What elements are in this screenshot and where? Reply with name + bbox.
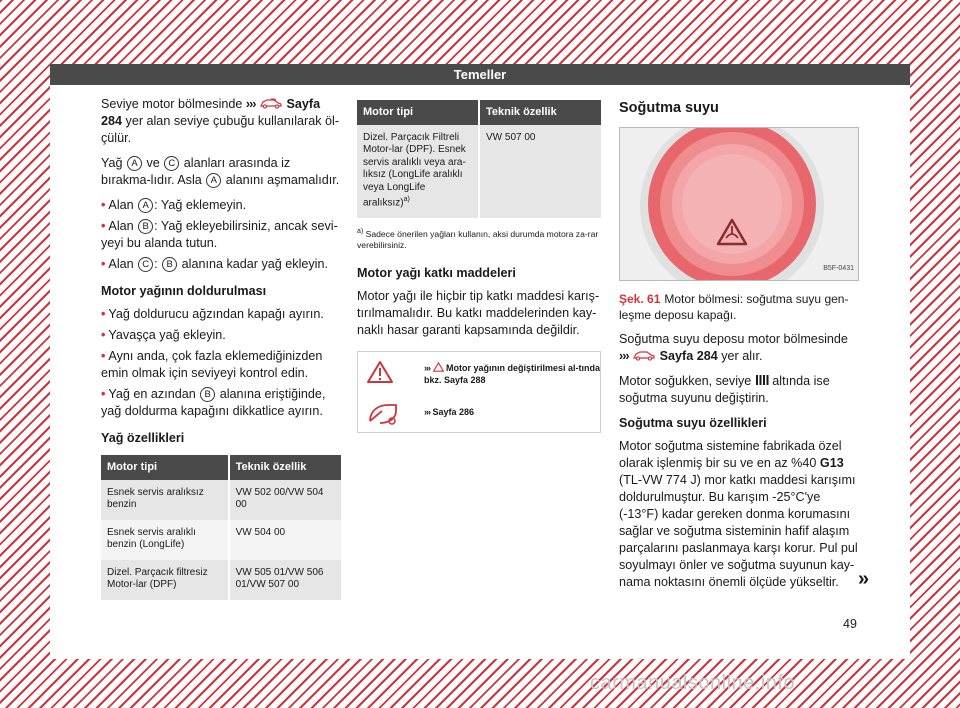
notice-link[interactable]: Sayfa 286 bbox=[432, 406, 475, 417]
marker-a: A bbox=[127, 156, 142, 171]
bullet-item: • Alan C : B alanına kadar yağ ekleyin. bbox=[101, 257, 328, 271]
column-oil-level bbox=[101, 96, 341, 600]
marker-a: A bbox=[206, 173, 221, 188]
bullet-item: • Alan B : Yağ ekleyebilirsiniz, ancak sevi-yeyi bu alanda tutun. bbox=[101, 219, 338, 250]
marker-a: A bbox=[138, 198, 153, 213]
notice-link[interactable]: Motor yağının değiştirilmesi al-tında bkz. Sayfa 288 bbox=[424, 362, 601, 385]
section-heading: Motor yağı katkı maddeleri bbox=[357, 265, 516, 280]
bullet-item: • Yağ en azından B alanına eriştiğinde, yağ doldurma kapağını dikkatlice ayırın. bbox=[101, 387, 326, 418]
car-engine-icon bbox=[259, 97, 283, 109]
table-header: Teknik özellik bbox=[479, 100, 601, 125]
bullet-item: • Yağ doldurucu ağzından kapağı ayırın. bbox=[101, 307, 324, 321]
section-heading: Yağ özellikleri bbox=[101, 431, 185, 445]
figure-code: B5F-0431 bbox=[823, 265, 854, 272]
marker-b: B bbox=[200, 387, 215, 402]
section-heading: Motor yağının doldurulması bbox=[101, 284, 267, 298]
marker-c: C bbox=[164, 156, 179, 171]
section-title: Soğutma suyu bbox=[619, 100, 719, 116]
table-header: Motor tipi bbox=[357, 100, 479, 125]
footnote: $^{a)}$ Sadece önerilen yağları kullanın, aksi durumda motora za-rar verebilirsiniz. bbox=[357, 227, 599, 250]
page-link[interactable]: Sayfa 284 bbox=[659, 349, 718, 363]
column-coolant bbox=[619, 98, 859, 599]
column-oil-spec bbox=[357, 100, 601, 433]
bullet-item: • Yavaşça yağ ekleyin. bbox=[101, 328, 226, 342]
warning-triangle-icon bbox=[366, 360, 394, 384]
coolant-spec-paragraph: Motor soğutma sistemine fabrikada özel olarak işlenmiş bir su ve en az %40 G13 (TL-VW 774 J) mor katkı maddesi karışımı doldurulmuştur. Bu karışım -25°C'ye (-13°F) kadar gereken donma korumasını sağlar ve soğutma sisteminin hafif alaşım parçalarını paslanmaya karşı korur. Pul pul soyulmayı önler ve soğutma suyunun kay-nama noktasını önemli ölçüde yükseltir. bbox=[619, 439, 858, 589]
arrow-marker: ››› bbox=[245, 97, 256, 111]
table-header: Teknik özellik bbox=[229, 455, 341, 480]
table-header: Motor tipi bbox=[101, 455, 229, 480]
continue-marker: » bbox=[858, 568, 870, 590]
table-row: Esnek servis aralıksız benzin VW 502 00/VW 504 00 bbox=[101, 480, 341, 520]
figure-caption: Şek. 61 Motor bölmesi: soğutma suyu gen-leşme deposu kapağı. bbox=[619, 292, 849, 322]
marker-b: B bbox=[162, 257, 177, 272]
notice-box: ››› Motor yağının değiştirilmesi al-tında bkz. Sayfa 288 ››› Sayfa 286 bbox=[357, 351, 601, 433]
coolant-level-paragraph: Motor soğukken, seviye altında ise soğutma suyunu değiştirin. bbox=[619, 374, 830, 405]
table-row: Dizel. Parçacık filtresiz Motor-lar (DPF) VW 505 01/VW 506 01/VW 507 00 bbox=[101, 560, 341, 600]
coolant-gauge-icon bbox=[755, 374, 769, 386]
oil-spec-table bbox=[101, 455, 341, 600]
section-heading: Soğutma suyu özellikleri bbox=[619, 416, 767, 430]
environment-icon bbox=[366, 401, 400, 427]
bullet-item: • Alan A : Yağ eklemeyin. bbox=[101, 198, 247, 212]
additive-paragraph: Motor yağı ile hiçbir tip katkı maddesi karış-tırılmamalıdır. Bu katkı maddelerinden kay-naklı hasar garanti kapsamında değildir. bbox=[357, 288, 600, 337]
warning-triangle-icon bbox=[433, 362, 444, 372]
marker-c: C bbox=[138, 257, 153, 272]
page-link[interactable]: Sayfa 284 bbox=[101, 97, 321, 128]
intro-paragraph: Seviye motor bölmesinde ››› Sayfa 284 yer alan seviye çubuğu kullanılarak öl-çülür. bbox=[101, 97, 340, 145]
car-engine-icon bbox=[632, 349, 656, 361]
coolant-cap-figure bbox=[619, 127, 859, 281]
range-paragraph: Yağ A ve C alanları arasında iz bırakma-lıdır. Asla A alanını aşmamalıdır. bbox=[101, 156, 340, 187]
watermark: carmanualsonline.info bbox=[590, 672, 796, 694]
oil-spec-table-continued bbox=[357, 100, 601, 218]
marker-b: B bbox=[138, 219, 153, 234]
table-row: Dizel. Parçacık Filtreli Motor-lar (DPF). Esnek servis aralıklı veya ara-lıksız (LongLife aralıklı veya LongLife aralıksız)$^{a)}$ VW 507 00 bbox=[357, 125, 601, 218]
page-header: Temeller bbox=[50, 64, 910, 85]
bullet-item: • Aynı anda, çok fazla eklemediğinizden emin olmak için seviyeyi kontrol edin. bbox=[101, 349, 323, 380]
coolant-location-paragraph: Soğutma suyu deposu motor bölmesinde ››› Sayfa 284 yer alır. bbox=[619, 332, 848, 363]
page-number: 49 bbox=[843, 617, 857, 631]
table-row: Esnek servis aralıklı benzin (LongLife) VW 504 00 bbox=[101, 520, 341, 560]
coolant-cap-image bbox=[620, 128, 858, 280]
